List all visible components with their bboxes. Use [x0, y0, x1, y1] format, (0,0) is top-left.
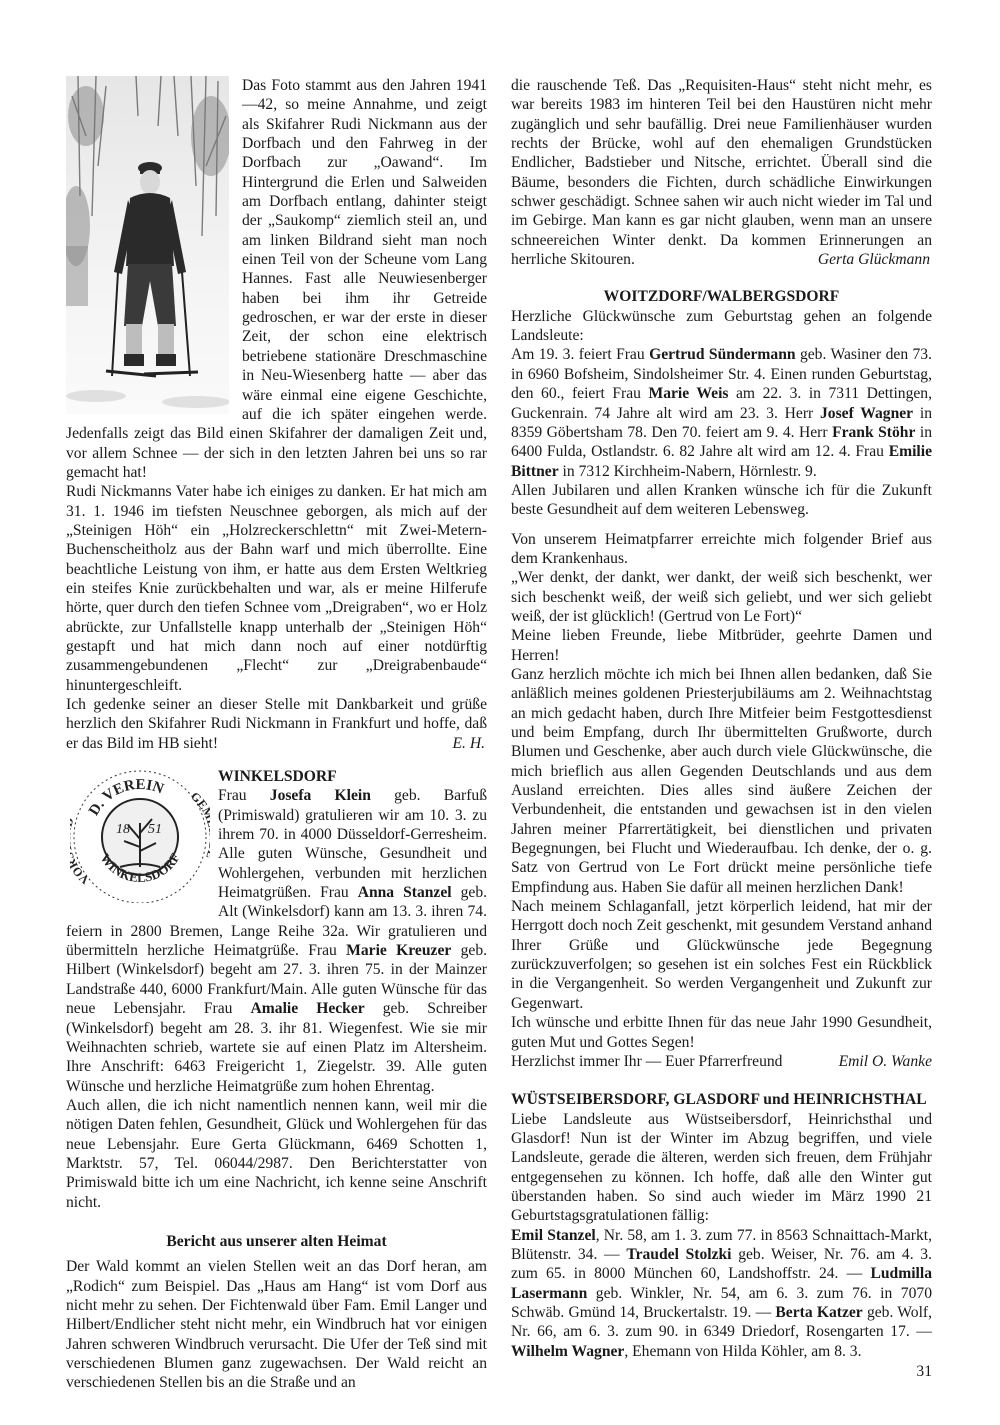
seal-top-text: D. VEREIN	[86, 776, 166, 819]
page-number: 31	[916, 1363, 932, 1380]
paragraph-thanks	[66, 695, 487, 753]
letter-body-3: Ich wünsche und erbitte Ihnen für das neue Jahr 1990 Gesundheit, guten Mut und Gottes Segen!	[511, 1014, 932, 1051]
name-frank-stoehr: Frank Stöhr	[832, 423, 916, 441]
signature-eh: E. H.	[452, 734, 485, 752]
seal-right-text: GE	[188, 789, 210, 812]
heading-bericht: Bericht aus unserer alten Heimat	[166, 1232, 387, 1250]
letter-quote: „Wer denkt, der dankt, wer dankt, der weiß sich beschenkt, wer sich beschenkt weiß, der weiß sich geliebt, und wer sich geliebt weiß, der ist glücklich! (Gertrud von Le Fort)“	[511, 569, 932, 625]
seal-image	[70, 767, 210, 903]
wuest-birthdays: Emil Stanzel, Nr. 58, am 1. 3. zum 77. in 8563 Schnaittach-Markt, Blütenstr. 34. — Traudel Stolzki geb. Weiser, Nr. 76. am 4. 3. zum 65. in 8000 München 60, Landshoffstr. 24. — Ludmilla Lasermann geb. Winkler, Nr. 54, am 6. 3. zum 76. in 7070 Schwäb. Gmünd 14, Bruckertalstr. 19. — Berta Katzer geb. Wolf, Nr. 66, am 6. 3. zum 90. in 6349 Driedorf, Rosengarten 17. — Wilhelm Wagner, Ehemann von Hilda Köhler, am 8. 3.	[511, 1226, 932, 1360]
seal-left-text: VO	[70, 863, 92, 888]
name-traudel-stolzki: Traudel Stolzki	[626, 1245, 732, 1263]
letter-closing	[511, 1052, 932, 1071]
skier-photo	[66, 76, 229, 414]
seal-year-right: 51	[148, 822, 162, 838]
heading-wuestseibersdorf: WÜSTSEIBERSDORF, GLASDORF und HEINRICHSTHAL	[511, 1091, 927, 1109]
winkelsdorf-paragraph: Frau Josefa Klein geb. Barfuß (Primiswald) gratulieren wir am 10. 3. zu ihrem 70. in 4000 Düsseldorf-Gerresheim. Alle guten Wünsche, Gesundheit und Wohlergehen, verbunden mit herzlichen Heimatgrüßen. Frau Anna Stanzel geb. Alt (Winkelsdorf) kann am 13. 3. ihren 74. feiern in 2800 Bremen, Lange Reihe 32a. Wir gratulieren und übermitteln herzliche Heimatgrüße. Frau Marie Kreuzer geb. Hilbert (Winkelsdorf) begeht am 27. 3. ihren 75. in der Mainzer Landstraße 440, 6000 Frankfurt/Main. Alle guten Wünsche für das neue Lebensjahr. Frau Amalie Hecker geb. Schreiber (Winkelsdorf) begeht am 28. 3. ihr 81. Wiegenfest. Wie sie mir Weihnachten schrieb, wartete sie auf einen Platz im Altersheim. Ihre Anschrift: 6463 Freigericht 1, Ziegelstr. 39. Alle guten Wünsche und herzliche Heimatgrüße zum hohen Ehrentag.	[66, 787, 488, 1095]
closing-text: Herzlichst immer Ihr — Euer Pfarrerfreund	[511, 1052, 783, 1070]
signature-wanke: Emil O. Wanke	[838, 1052, 932, 1070]
bericht-paragraph: Der Wald kommt an vielen Stellen weit an das Dorf heran, am „Rodich“ zum Beispiel. Das „Haus am Hang“ ist vom Dorf aus nicht mehr zu sehen. Der Fichtenwald über Fam. Emil Langer und Hilbert/Endlicher steht nicht mehr, ein Windbruch hat vor einigen Jahren schweren Windbruch verursacht. Die Ufer der Teß sind mit verschiedenen Blumen ganz zugewachsen. Der Wald reicht an verschiedenen Stellen bis an die Straße und an	[66, 1258, 487, 1392]
left-column	[66, 76, 487, 1393]
name-amalie-hecker: Amalie Hecker	[250, 1000, 365, 1018]
name-wilhelm-wagner: Wilhelm Wagner	[511, 1342, 625, 1360]
seal-year-left: 18	[116, 822, 130, 838]
letter-intro: Von unserem Heimatpfarrer erreichte mich folgender Brief aus dem Krankenhaus.	[511, 530, 932, 567]
right-column	[511, 76, 932, 1361]
heading-woitzdorf: WOITZDORF/WALBERGSDORF	[603, 288, 840, 306]
woitzdorf-birthdays: Am 19. 3. feiert Frau Gertrud Sündermann geb. Wasiner den 73. in 6960 Bofsheim, Sindolsheimer Str. 4. Einen runden Geburtstag, den 60., feiert Frau Marie Weis am 22. 3. in 7311 Dettingen, Guckenrain. 74 Jahre alt wird am 23. 3. Herr Josef Wagner in 8359 Göbertsham 78. Den 70. feiert am 9. 4. Herr Frank Stöhr in 6400 Fulda, Ostlandstr. 6. 82 Jahre alt wird am 12. 4. Frau Emilie Bittner in 7312 Kirchheim-Nabern, Hörnlestr. 9.	[511, 346, 933, 480]
name-josef-wagner: Josef Wagner	[819, 404, 914, 422]
name-berta-katzer: Berta Katzer	[775, 1303, 863, 1321]
winkelsdorf-paragraph-2: Auch allen, die ich nicht namentlich nennen kann, weil mir die nötigen Daten fehlen, Gesundheit, Glück und Wohlergehen für das neue Lebensjahr. Eure Gerta Glückmann, 6469 Schotten 1, Marktstr. 57, Tel. 06044/2987. Den Berichterstatter von Primiswald bitte ich um eine Nachricht, ich kenne seine Anschrift nicht.	[66, 1096, 487, 1211]
name-ludmilla-lasermann: Ludmilla Lasermann	[511, 1265, 932, 1302]
name-emilie-bittner: Emilie Bittner	[511, 443, 932, 480]
intro-paragraph: Das Foto stammt aus den Jahren 1941—42, so meine Annahme, und zeigt als Skifahrer Rudi Nickmann aus der Dorfbach und den Fahrweg in der Dorfbach zur „Oawand“. Im Hintergrund die Erlen und Salweiden am Dorfbach entlang, dahinter steigt der „Saukomp“ ziemlich steil an, und am linken Bildrand sieht man noch einen Teil von der Scheune vom Lang Hannes. Fast alle Neuwiesenberger haben bei ihm ihr Getreide gedroschen, er war der erste in dieser Zeit, der schon eine elektrisch betriebene stationäre Dreschmaschine in Neu-Wiesenberg hatte — aber das wäre einmal eine eigene Geschichte, auf die ich später eingehen werde. Jedenfalls zeigt das Bild einen Skifahrer der damaligen Zeit und, vor allem Schnee — der sich in den letzten Jahren bei uns so rar gemacht hat!	[66, 77, 487, 481]
name-emil-stanzel: Emil Stanzel	[511, 1226, 596, 1244]
bericht-continued: die rauschende Teß. Das „Requisiten-Haus“ steht nicht mehr, es war bereits 1983 im hinteren Teil bei den Haustüren nicht mehr zugänglich und sehr baufällig. Drei neue Familienhäuser wurden rechts der Brücke, wohl auf den ehemaligen Grundstücken Endlicher, Badstieber und Nitsche, errichtet. Überall sind die Bäume, besonders die Fichten, durch schädliche Einwirkungen schwer geschädigt. Schnee sahen wir auch nicht wieder im Tal und im Gebirge. Man kann es gar nicht glauben, wenn man an unsere schneereichen Winter denkt. Da kommen Erinnerungen an herrliche Skitouren. Gerta Glückmann	[511, 77, 932, 269]
skier-photo-image	[66, 76, 229, 414]
woitzdorf-wishes: Allen Jubilaren und allen Kranken wünsche ich für die Zukunft beste Gesundheit auf dem weiteren Lebensweg.	[511, 481, 932, 519]
signature-gerta: Gerta Glückmann	[817, 251, 930, 269]
winkelsdorf-seal	[70, 767, 210, 903]
name-marie-weis: Marie Weis	[648, 385, 729, 403]
wuest-intro: Liebe Landsleute aus Wüstseibersdorf, Heinrichsthal und Glasdorf! Nun ist der Winter im Abzug begriffen, und viele Landsleute, gerade die älteren, werden sich freuen, dem Frühjahr entgegensehen zu können. Ich hoffe, daß alle den Winter gut überstanden haben. So sind auch wieder im März 1990 21 Geburtstagsgratulationen fällig:	[511, 1110, 932, 1225]
woitzdorf-intro: Herzliche Glückwünsche zum Geburtstag gehen an folgende Landsleute:	[511, 307, 932, 345]
name-anna-stanzel: Anna Stanzel	[357, 884, 452, 902]
name-gertrud-suendermann: Gertrud Sündermann	[649, 346, 796, 364]
letter-salutation: Meine lieben Freunde, liebe Mitbrüder, geehrte Damen und Herren!	[511, 627, 932, 664]
letter-body-2: Nach meinem Schlaganfall, jetzt körperlich leidend, hat mir der Herrgott doch noch Zeit geschenkt, mit gesundem Verstand anhand Ihrer Grüße und Glückwünsche jede Begegnung zurückzuverfolgen; so gesehen ist ein solches Fest ein Rückblick in die Vergangenheit. So werden Vergangenheit und Zukunft zur Gegenwart.	[511, 898, 932, 1012]
paragraph-rescue: Rudi Nickmanns Vater habe ich einiges zu danken. Er hat mich am 31. 1. 1946 im tiefsten Neuschnee geborgen, als mich auf der „Steinigen Höh“ ein „Holzreckerschlettn“ mit Zwei-Metern-Buchenscheitholz aus der Bahn warf und mich überrollte. Eine beachtliche Leistung von ihm, er hatte aus dem Ersten Weltkrieg ein steifes Knie zurückbehalten und war, als er meine Hilferufe hörte, quer durch den tiefen Schnee vom „Dreigraben“, wo er Holz abrückte, zur Unfallstelle knapp unterhalb der „Steinigen Höh“ gestapft und hat mich dann noch auf einer notdürftig zusammengebundenen „Flecht“ zur „Dreigrabenbaude“ hinuntergeschleift.	[66, 483, 487, 694]
thanks-text: Ich gedenke seiner an dieser Stelle mit Dankbarkeit und grüße herzlich den Skifahrer Rudi Nickmann in Frankfurt und hoffe, daß er das Bild im HB sieht!	[66, 696, 487, 752]
name-josefa-klein: Josefa Klein	[269, 787, 371, 805]
heading-winkelsdorf: WINKELSDORF	[218, 768, 337, 786]
name-marie-kreuzer: Marie Kreuzer	[346, 942, 452, 960]
letter-body-1: Ganz herzlich möchte ich mich bei Ihnen allen bedanken, daß Sie anläßlich meines goldenen Priesterjubiläums am 2. Weihnachtstag an mich gedacht haben, durch Ihre Mitfeier beim Festgottesdienst und beim Empfang, durch Ihr übermittelten Grußworte, durch Blumen und Geschenke, aber auch durch viele Glückwünsche, die mich brieflich aus allen Gegenden Deutschlands und aus dem Ausland erreichten. Dies alles sind äußere Zeichen der Verbundenheit, die entstanden und gewachsen ist in den vielen Jahren meiner Pfarrertätigkeit, bei dienstlichen und privaten Begegnungen, bei Flucht und Wiederaufbau. Ich denke, der o. g. Satz von Gertrud von Le Fort drückt meine persönliche tiefe Empfindung aus. Haben Sie dafür all meinen herzlichen Dank!	[511, 665, 932, 896]
seal-bottom-text: WINKELSDORF	[97, 850, 183, 886]
